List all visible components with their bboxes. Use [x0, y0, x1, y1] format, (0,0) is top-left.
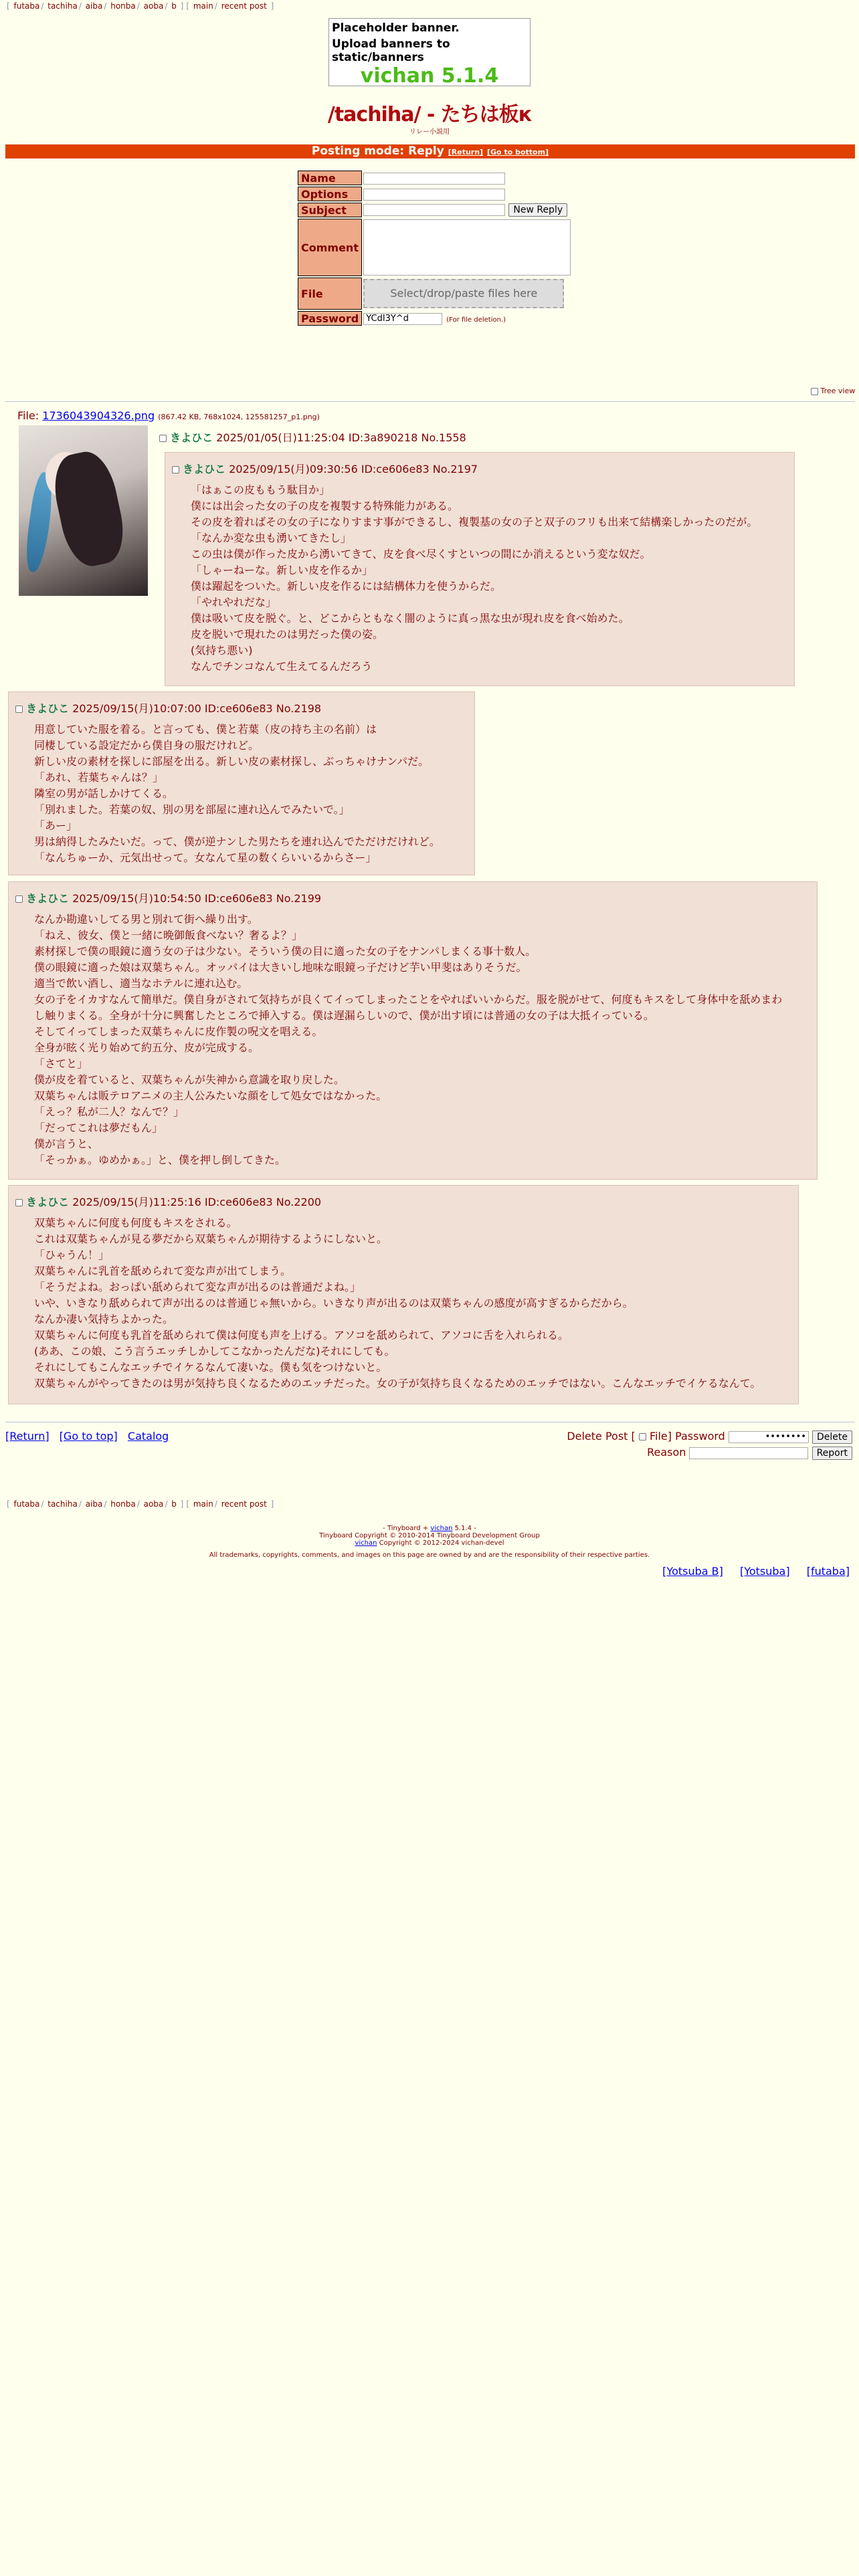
post-line: 「そっかぁ。ゆめかぁ。」と、僕を押し倒してきた。: [34, 1154, 286, 1166]
style-link-yotsuba-b[interactable]: [Yotsuba B]: [662, 1565, 723, 1578]
post-line: 僕の眼鏡に適った娘は双葉ちゃん。オッパイは大きいし地味な眼鏡っ子だけど芋い甲斐はありそうだ。: [34, 961, 527, 974]
tree-view-label: Tree view: [820, 387, 856, 395]
board-link-aiba[interactable]: aiba: [85, 1, 103, 11]
page-link-recent-post[interactable]: recent post: [221, 1499, 267, 1509]
password-note: (For file deletion.): [446, 316, 506, 324]
top-boardlist: [ futaba / tachiha / aiba / honba / aoba / b ] [ main / recent post ]: [7, 1, 274, 11]
poster-id: ID:ce606e83: [204, 1196, 273, 1208]
post-line: 僕は吸いて皮を脱ぐ。と、どこからともなく闇のように真っ黒な虫が現れ皮を食べ始めた。: [191, 612, 630, 625]
board-link-futaba[interactable]: futaba: [13, 1, 40, 11]
bottom-boardlist: [ futaba / tachiha / aiba / honba / aoba / b ] [ main / recent post ]: [7, 1499, 274, 1509]
board-link-aoba[interactable]: aoba: [143, 1, 164, 11]
post-number[interactable]: No.2199: [276, 892, 322, 905]
thread-nav: [5, 1430, 175, 1442]
file-only-checkbox[interactable]: [639, 1433, 646, 1440]
post-delete-checkbox[interactable]: [15, 895, 23, 903]
board-link-b[interactable]: b: [171, 1, 177, 11]
options-input[interactable]: [363, 189, 505, 201]
footer-line3: vichan Copyright © 2012-2024 vichan-devel: [355, 1539, 504, 1547]
post-line: これは双葉ちゃんが見る夢だから双葉ちゃんが期待するようにしないと。: [34, 1232, 388, 1245]
post-line: 女の子をイカすなんて簡単だ。僕自身がされて気持ちが良くてイってしまったことをやればいいからだ。服を脱がせて、何度もキスをして身体中を舐めまわ: [34, 993, 783, 1006]
posting-mode-label: Posting mode: Reply: [311, 144, 444, 158]
return-link[interactable]: [Return]: [448, 148, 484, 156]
board-banner: [328, 18, 531, 86]
file-label: File:: [17, 409, 39, 422]
post-line: 「あー」: [34, 819, 78, 832]
banner-line2: Upload banners to static/banners: [332, 37, 450, 64]
poster-id: ID:ce606e83: [204, 702, 273, 715]
op-date: 2025/01/05(日)11:25:04: [216, 431, 345, 444]
op-fileinfo: [17, 409, 320, 422]
name-input[interactable]: [363, 173, 505, 185]
footer: [0, 1525, 859, 1547]
return-link[interactable]: [Return]: [5, 1430, 50, 1442]
comment-label: Comment: [298, 219, 362, 276]
post-line: 「はぁこの皮ももう駄目か」: [191, 484, 330, 496]
poster-name: きよひこ: [26, 1196, 70, 1208]
post-form: [296, 169, 572, 327]
op-poster-name: きよひこ: [170, 431, 213, 444]
post-line: 適当で飲い酒し、適当なホテルに連れ込む。: [34, 977, 248, 990]
post-line: (ああ、この娘、こう言うエッチしかしてこなかったんだな)それにしても。: [34, 1345, 395, 1358]
post-line: 「なんちゅーか、元気出せって。女なんて星の数くらいいるからさー」: [34, 851, 377, 864]
post-line: 「しゃーねーな。新しい皮を作るか」: [191, 564, 373, 576]
password-label: Password: [298, 311, 362, 326]
post-line: それにしてもこんなエッチでイケるなんて凄いな。僕も気をつけないと。: [34, 1361, 387, 1374]
post-line: 用意していた服を着る。と言っても、僕と若葉（皮の持ち主の名前）は: [34, 723, 377, 736]
subject-label: Subject: [298, 203, 362, 217]
password-input[interactable]: YCdI3Y^d: [363, 313, 442, 325]
options-label: Options: [298, 187, 362, 201]
post-number[interactable]: No.2197: [432, 463, 478, 475]
post-line: 「えっ？私が二人？なんで？」: [34, 1105, 185, 1118]
post-line: 新しい皮の素材を探しに部屋を出る。新しい皮の素材探し、ぶっちゃけナンパだ。: [34, 755, 430, 768]
subject-input[interactable]: [363, 204, 505, 216]
post-line: 「ねえ、彼女、僕と一緒に晩御飯食べない？奢るよ？」: [34, 929, 302, 942]
tree-view-toggle[interactable]: [811, 387, 855, 395]
post-line: 「やれやれだな」: [191, 596, 277, 609]
post-body: [34, 1215, 761, 1392]
post-line: 「そうだよね。おっぱい舐められて変な声が出るのは普通だよね。」: [34, 1281, 361, 1293]
post-line: 「あれ、若葉ちゃんは？」: [34, 771, 163, 784]
post-line: 「別れました。若葉の奴、別の男を部屋に連れ込んでみたいで。」: [34, 803, 350, 816]
style-link-yotsuba[interactable]: [Yotsuba]: [739, 1565, 790, 1578]
posting-mode-bar: [5, 144, 855, 158]
post-intro: [15, 1194, 321, 1209]
reply-post: [8, 1185, 799, 1404]
vichan-link[interactable]: vichan: [355, 1539, 377, 1547]
post-line: 双葉ちゃんは販テロアニメの主人公みたいな顔をして処女ではなかった。: [34, 1089, 387, 1102]
delete-post-label: Delete Post [: [567, 1430, 636, 1442]
op-thumbnail-image[interactable]: [19, 425, 148, 596]
post-line: 隣室の男が話しかけてくる。: [34, 787, 174, 800]
post-line: 双葉ちゃんに乳首を舐められて変な声が出てしまう。: [34, 1265, 292, 1277]
post-line: 全身が眩く光り始めて約五分、皮が完成する。: [34, 1041, 260, 1054]
board-link-futaba[interactable]: futaba: [13, 1499, 40, 1509]
post-line: 「だってこれは夢だもん」: [34, 1121, 163, 1134]
reason-label: Reason: [647, 1446, 686, 1459]
reply-post: [165, 452, 795, 686]
post-line: なんでチンコなんて生えてるんだろう: [191, 660, 373, 673]
post-date: 2025/09/15(月)09:30:56: [229, 463, 358, 475]
post-line: 「なんか変な虫も湧いてきたし」: [191, 532, 352, 544]
footer-disclaimer: All trademarks, copyrights, comments, and images on this page are owned by and are the responsibility of their respective parties.: [209, 1551, 650, 1559]
post-intro: [15, 890, 321, 905]
footer-line2: Tinyboard Copyright © 2010-2014 Tinyboard Development Group: [319, 1532, 540, 1539]
style-link-futaba[interactable]: [futaba]: [806, 1565, 850, 1578]
post-date: 2025/09/15(月)10:54:50: [72, 892, 201, 905]
post-line: 双葉ちゃんに何度も乳首を舐められて僕は何度も声を上げる。アソコを舐められて、アソコに舌を入れられる。: [34, 1329, 569, 1341]
file-label: File: [298, 278, 362, 310]
post-line: 「さてと」: [34, 1057, 88, 1070]
style-links: [649, 1565, 850, 1578]
post-line: この虫は僕が作った皮から湧いてきて、皮を食べ尽くすといつの間にか消えるという変な奴だ。: [191, 548, 651, 560]
post-date: 2025/09/15(月)11:25:16: [72, 1196, 201, 1208]
tree-view-checkbox[interactable]: [811, 388, 818, 395]
file-password-label: File] Password: [649, 1430, 725, 1442]
post-number[interactable]: No.2200: [276, 1196, 322, 1208]
poster-id: ID:ce606e83: [204, 892, 273, 905]
post-line: 同棲している設定だから僕自身の服だけれど。: [34, 739, 260, 752]
post-line: 僕は躍起をついた。新しい皮を作るには結構体力を使うからだ。: [191, 580, 502, 593]
reply-post: [8, 881, 818, 1180]
page-link-recent-post[interactable]: recent post: [221, 1, 267, 11]
post-number[interactable]: No.2198: [276, 702, 322, 715]
delete-password-input[interactable]: ••••••••: [729, 1431, 809, 1443]
divider: [5, 401, 855, 402]
op-intro: [159, 429, 466, 445]
post-line: そしてイってしまった双葉ちゃんに皮作製の呪文を唱える。: [34, 1025, 323, 1038]
poster-name: きよひこ: [26, 702, 70, 715]
delete-report-form: [567, 1430, 852, 1462]
post-line: (気持ち悪い): [191, 644, 253, 657]
post-line: し触りまくる。全身が十分に興奮したところで挿入する。僕は遅漏らしいので、僕が出す頃には普通の女の子は大抵イっている。: [34, 1009, 654, 1022]
poster-id: ID:ce606e83: [361, 463, 430, 475]
post-line: 男は納得したみたいだ。って、僕が逆ナンした男たちを連れ込んでただけだけれど。: [34, 835, 440, 848]
post-line: 皮を脱いで現れたのは男だった僕の姿。: [191, 628, 384, 641]
op-poster-id: ID:3a890218: [348, 431, 418, 444]
post-line: 双葉ちゃんに何度も何度もキスをされる。: [34, 1216, 237, 1229]
name-label: Name: [298, 171, 362, 185]
post-line: 双葉ちゃんがやってきたのは男が気持ち良くなるためのエッチだった。女の子が気持ち良くなるためのエッチではない。こんなエッチでイケるなんて。: [34, 1377, 761, 1390]
board-title: /tachiha/ - たちは板к: [327, 103, 532, 126]
board-link-tachiha[interactable]: tachiha: [47, 1, 78, 11]
post-body: [34, 911, 782, 1168]
post-delete-checkbox[interactable]: [172, 466, 179, 473]
post-line: なんか凄い気持ちよかった。: [34, 1313, 174, 1325]
reply-post: [8, 691, 475, 875]
new-reply-button[interactable]: New Reply: [508, 203, 567, 217]
page-link-main[interactable]: main: [193, 1499, 213, 1509]
op-post-number[interactable]: No.1558: [421, 431, 466, 444]
board-subtitle: リレー小説用: [409, 128, 450, 136]
post-line: 素材探しで僕の眼鏡に適う女の子は少ない。そういう僕の目に適った女の子をナンパしまくる事十数人。: [34, 945, 537, 958]
board-link-honba[interactable]: honba: [110, 1499, 136, 1509]
banner-line1: Placeholder banner.: [332, 21, 460, 35]
post-line: その皮を着ればその女の子になりすます事ができるし、複製基の女の子と双子のフリも出来て結構楽しかったのだが。: [191, 516, 758, 528]
op-file-details: (867.42 KB, 768x1024, 125581257_p1.png): [158, 413, 320, 421]
vichan-link[interactable]: vichan: [430, 1525, 453, 1532]
post-line: 僕が皮を着ていると、双葉ちゃんが失神から意識を取り戻した。: [34, 1073, 345, 1086]
post-delete-checkbox[interactable]: [15, 706, 23, 713]
file-dropzone[interactable]: Select/drop/paste files here: [363, 279, 564, 308]
board-link-b[interactable]: b: [171, 1499, 177, 1509]
post-line: いや、いきなり舐められて声が出るのは普通じゃ無いから。いきなり声が出るのは双葉ちゃんの感度が高すぎるからだから。: [34, 1297, 634, 1309]
report-button[interactable]: Report: [812, 1446, 852, 1460]
board-link-honba[interactable]: honba: [110, 1, 136, 11]
post-body: [191, 482, 757, 675]
post-line: 僕には出会った女の子の皮を複製する特殊能力がある。: [191, 500, 459, 512]
poster-name: きよひこ: [183, 463, 226, 475]
reason-input[interactable]: [689, 1447, 808, 1459]
go-to-top-link[interactable]: [Go to top]: [59, 1430, 118, 1442]
banner-version: vichan 5.1.4: [360, 64, 499, 88]
comment-textarea[interactable]: [363, 219, 571, 276]
board-link-tachiha[interactable]: tachiha: [47, 1499, 78, 1509]
footer-line1: - Tinyboard + vichan 5.1.4 -: [383, 1525, 476, 1532]
poster-name: きよひこ: [26, 892, 70, 905]
page-link-main[interactable]: main: [193, 1, 213, 11]
post-line: なんか勘違いしてる男と別れて街へ繰り出す。: [34, 913, 258, 926]
post-body: [34, 722, 440, 866]
post-delete-checkbox[interactable]: [15, 1199, 23, 1206]
post-line: 僕が言うと、: [34, 1138, 99, 1150]
post-line: 「ひゃうん！」: [34, 1249, 110, 1261]
post-intro: [172, 461, 478, 476]
op-file-link[interactable]: 1736043904326.png: [42, 409, 155, 422]
go-to-bottom-link[interactable]: [Go to bottom]: [487, 148, 549, 156]
op-delete-checkbox[interactable]: [159, 435, 167, 442]
post-date: 2025/09/15(月)10:07:00: [72, 702, 201, 715]
catalog-link[interactable]: Catalog: [127, 1430, 169, 1442]
post-intro: [15, 700, 321, 716]
delete-button[interactable]: Delete: [812, 1430, 852, 1444]
board-link-aoba[interactable]: aoba: [143, 1499, 164, 1509]
board-link-aiba[interactable]: aiba: [85, 1499, 103, 1509]
